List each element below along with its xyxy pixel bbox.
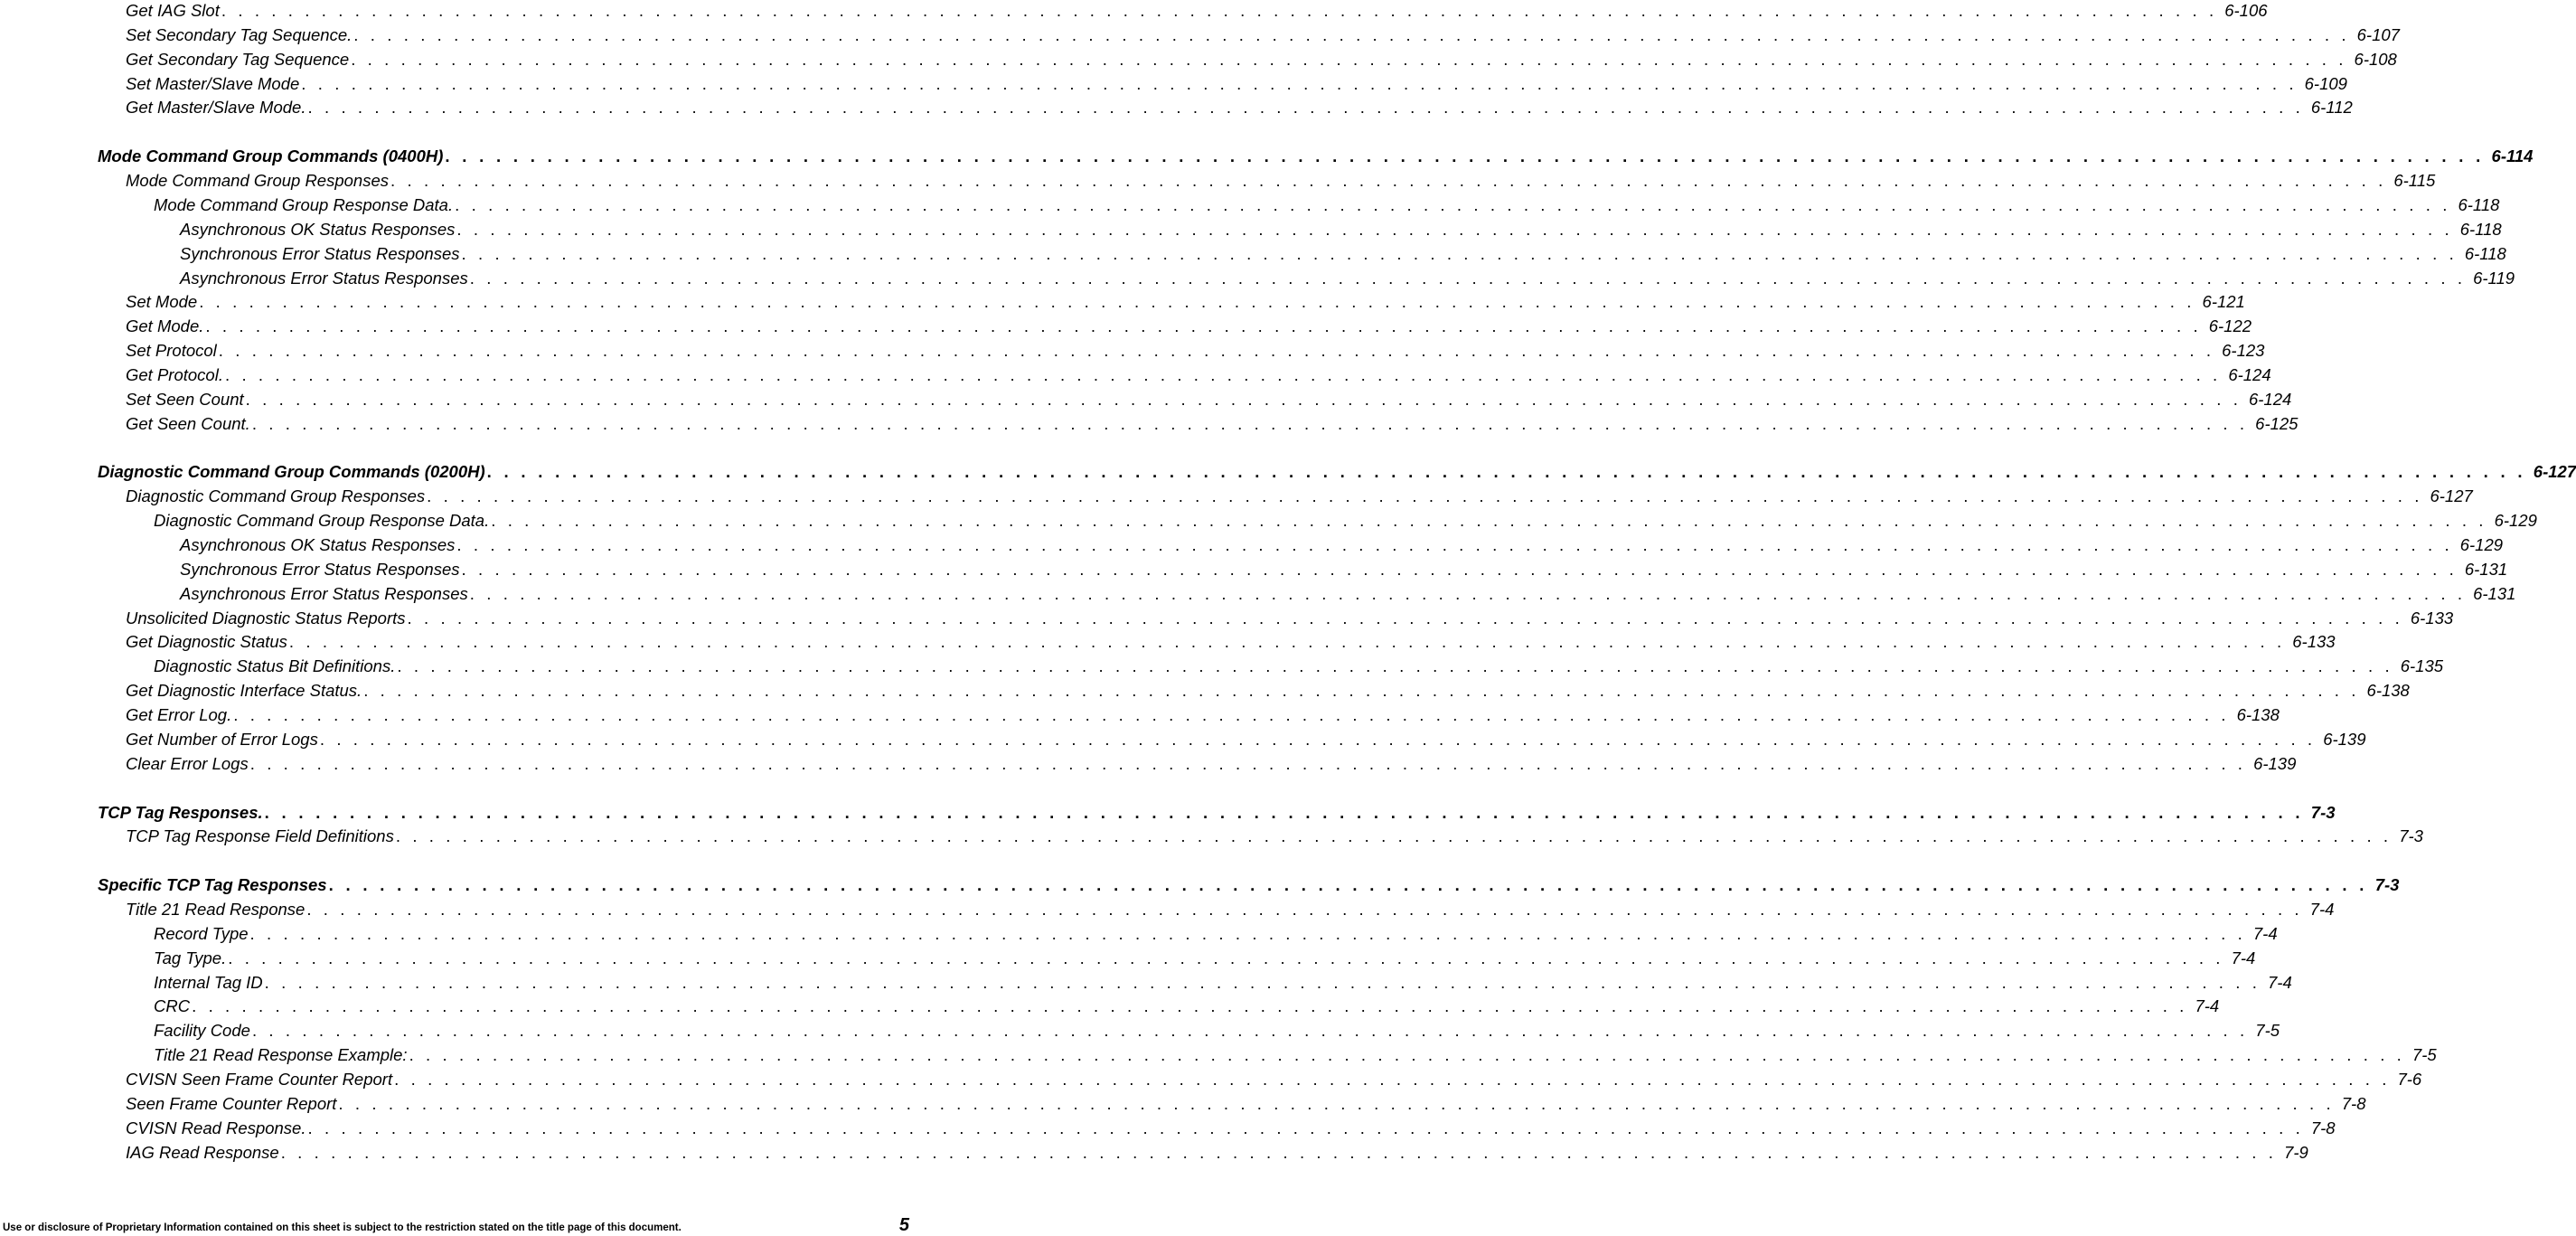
toc-entry <box>126 826 2423 846</box>
toc-entry <box>154 924 2278 944</box>
toc-entry <box>126 341 2265 361</box>
toc-entry <box>180 535 2504 555</box>
dot-leader: . . . . . . . . . . . . . . . . . . . . . . . . . . . . . . . . . . . . . . . . . . . . . . . . . . . . . . . . . . . . . . . . . . . . . . . . . . . . . . . . . . . . . . . . . . . . . . . . . . . . . . . . . . . . . . . . . . . . . . . . <box>390 171 2387 190</box>
toc-entry-page: 6-121 <box>2202 292 2245 311</box>
toc-entry-title: Synchronous Error Status Responses <box>180 244 460 263</box>
toc-entry-page: 6-133 <box>2292 632 2336 651</box>
toc-entry-page: 6-139 <box>2253 754 2297 773</box>
dot-leader: . . . . . . . . . . . . . . . . . . . . . . . . . . . . . . . . . . . . . . . . . . . . . . . . . . . . . . . . . . . . . . . . . . . . . . . . . . . . . . . . . . . . . . . . . . . . . . . . . . . . . . . . . . . . . . . . . . . . . . . . <box>280 1143 2278 1162</box>
dot-leader: . . . . . . . . . . . . . . . . . . . . . . . . . . . . . . . . . . . . . . . . . . . . . . . . . . . . . . . . . . . . . . . . . . . . . . . . . . . . . . . . . . . . . . . . . . . . . . . . . . . . . . . . . . . . . . . . . . . . . . . . <box>205 316 2202 335</box>
toc-entry-page: 7-4 <box>2309 900 2335 919</box>
toc-entry <box>180 220 2502 240</box>
page-footer <box>3 1215 909 1236</box>
dot-leader: . . . . . . . . . . . . . . . . . . . . . . . . . . . . . . . . . . . . . . . . . . . . . . . . . . . . . . . . . . . . . . . . . . . . . . . . . . . . . . . . . . . . . . . . . . . . . . . . . . . . . . . . . . . . . . . . . . . . . . . . <box>445 146 2485 165</box>
toc-entry-page: 6-133 <box>2410 609 2454 627</box>
dot-leader: . . . . . . . . . . . . . . . . . . . . . . . . . . . . . . . . . . . . . . . . . . . . . . . . . . . . . . . . . . . . . . . . . . . . . . . . . . . . . . . . . . . . . . . . . . . . . . . . . . . . . . . . . . . . . . . . . . . . . . . . <box>407 609 2403 627</box>
toc-entry-title: Asynchronous OK Status Responses <box>180 535 456 554</box>
dot-leader: . . . . . . . . . . . . . . . . . . . . . . . . . . . . . . . . . . . . . . . . . . . . . . . . . . . . . . . . . . . . . . . . . . . . . . . . . . . . . . . . . . . . . . . . . . . . . . . . . . . . . . . . . . . . . . . . . . . . . . . . <box>456 220 2453 239</box>
toc-entry-title: Get Secondary Tag Sequence <box>126 50 350 69</box>
toc-entry <box>126 754 2297 774</box>
toc-entry <box>126 1143 2308 1163</box>
page-number: 5 <box>898 1215 909 1235</box>
toc-entry-title: Tag Type. <box>154 948 227 967</box>
toc-entry <box>126 390 2292 410</box>
toc-entry-title: Clear Error Logs <box>126 754 249 773</box>
dot-leader: . . . . . . . . . . . . . . . . . . . . . . . . . . . . . . . . . . . . . . . . . . . . . . . . . . . . . . . . . . . . . . . . . . . . . . . . . . . . . . . . . . . . . . . . . . . . . . . . . . . . . . . . . . . . . . . . . . . . . . . . <box>395 826 2393 845</box>
toc-entry <box>154 973 2292 993</box>
toc-entry-title: Get Protocol. <box>126 365 223 384</box>
toc-entry <box>154 1021 2280 1041</box>
dot-leader: . . . . . . . . . . . . . . . . . . . . . . . . . . . . . . . . . . . . . . . . . . . . . . . . . . . . . . . . . . . . . . . . . . . . . . . . . . . . . . . . . . . . . . . . . . . . . . . . . . . . . . . . . . . . . . . . . . . . . . . . <box>251 414 2249 433</box>
dot-leader: . . . . . . . . . . . . . . . . . . . . . . . . . . . . . . . . . . . . . . . . . . . . . . . . . . . . . . . . . . . . . . . . . . . . . . . . . . . . . . . . . . . . . . . . . . . . . . . . . . . . . . . . . . . . . . . . . . . . . . . . <box>218 341 2215 360</box>
dot-leader: . . . . . . . . . . . . . . . . . . . . . . . . . . . . . . . . . . . . . . . . . . . . . . . . . . . . . . . . . . . . . . . . . . . . . . . . . . . . . . . . . . . . . . . . . . . . . . . . . . . . . . . . . . . . . . . . . . . . . . . . <box>338 1094 2335 1113</box>
toc-entry-page: 6-131 <box>2473 584 2516 603</box>
dot-leader: . . . . . . . . . . . . . . . . . . . . . . . . . . . . . . . . . . . . . . . . . . . . . . . . . . . . . . . . . . . . . . . . . . . . . . . . . . . . . . . . . . . . . . . . . . . . . . . . . . . . . . . . . . . . . . . . . . . . . . . . <box>469 584 2467 603</box>
toc-entry-title: Asynchronous OK Status Responses <box>180 220 456 239</box>
toc-entry <box>126 1094 2366 1114</box>
dot-leader: . . . . . . . . . . . . . . . . . . . . . . . . . . . . . . . . . . . . . . . . . . . . . . . . . . . . . . . . . . . . . . . . . . . . . . . . . . . . . . . . . . . . . . . . . . . . . . . . . . . . . . . . . . . . . . . . . . . . . . . . <box>288 632 2286 651</box>
dot-leader: . . . . . . . . . . . . . . . . . . . . . . . . . . . . . . . . . . . . . . . . . . . . . . . . . . . . . . . . . . . . . . . . . . . . . . . . . . . . . . . . . . . . . . . . . . . . . . . . . . . . . . . . . . . . . . . . . . . . . . . . <box>486 462 2526 481</box>
toc-entry-title: Title 21 Read Response <box>126 900 306 919</box>
toc-entry <box>180 244 2506 264</box>
dot-leader: . . . . . . . . . . . . . . . . . . . . . . . . . . . . . . . . . . . . . . . . . . . . . . . . . . . . . . . . . . . . . . . . . . . . . . . . . . . . . . . . . . . . . . . . . . . . . . . . . . . . . . . . . . . . . . . . . . . . . . . . <box>461 244 2458 263</box>
toc-entry <box>126 171 2436 191</box>
toc-entry-title: Mode Command Group Responses <box>126 171 390 190</box>
toc-entry <box>126 98 2353 118</box>
toc-entry-page: 6-107 <box>2356 25 2400 44</box>
toc-entry <box>180 584 2516 604</box>
dot-leader: . . . . . . . . . . . . . . . . . . . . . . . . . . . . . . . . . . . . . . . . . . . . . . . . . . . . . . . . . . . . . . . . . . . . . . . . . . . . . . . . . . . . . . . . . . . . . . . . . . . . . . . . . . . . . . . . . . . . . . . . <box>363 681 2360 700</box>
dot-leader: . . . . . . . . . . . . . . . . . . . . . . . . . . . . . . . . . . . . . . . . . . . . . . . . . . . . . . . . . . . . . . . . . . . . . . . . . . . . . . . . . . . . . . . . . . . . . . . . . . . . . . . . . . . . . . . . . . . . . . . . <box>319 730 2317 749</box>
toc-entry-page: 6-118 <box>2464 244 2506 263</box>
toc-entry <box>154 656 2444 676</box>
toc-entry <box>154 511 2537 531</box>
toc-entry-title: Diagnostic Status Bit Definitions. <box>154 656 396 675</box>
toc-entry <box>126 292 2245 312</box>
toc-entry <box>154 996 2220 1016</box>
toc-entry <box>126 609 2454 628</box>
dot-leader: . . . . . . . . . . . . . . . . . . . . . . . . . . . . . . . . . . . . . . . . . . . . . . . . . . . . . . . . . . . . . . . . . . . . . . . . . . . . . . . . . . . . . . . . . . . . . . . . . . . . . . . . . . . . . . . . . . . . . . . . <box>307 98 2304 117</box>
dot-leader: . . . . . . . . . . . . . . . . . . . . . . . . . . . . . . . . . . . . . . . . . . . . . . . . . . . . . . . . . . . . . . . . . . . . . . . . . . . . . . . . . . . . . . . . . . . . . . . . . . . . . . . . . . . . . . . . . . . . . . . . <box>409 1045 2405 1064</box>
toc-entry-page: 6-108 <box>2354 50 2397 69</box>
dot-leader: . . . . . . . . . . . . . . . . . . . . . . . . . . . . . . . . . . . . . . . . . . . . . . . . . . . . . . . . . . . . . . . . . . . . . . . . . . . . . . . . . . . . . . . . . . . . . . . . . . . . . . . . . . . . . . . . . . . . . . . . <box>427 486 2423 505</box>
dot-leader: . . . . . . . . . . . . . . . . . . . . . . . . . . . . . . . . . . . . . . . . . . . . . . . . . . . . . . . . . . . . . . . . . . . . . . . . . . . . . . . . . . . . . . . . . . . . . . . . . . . . . . . . . . . . . . . . . . . . . . . . <box>224 365 2222 384</box>
toc-entry-title: Mode Command Group Response Data. <box>154 195 454 214</box>
toc-entry <box>126 730 2366 750</box>
toc-entry-page: 6-129 <box>2459 535 2504 554</box>
toc-entry-title: Synchronous Error Status Responses <box>180 560 460 579</box>
toc-entry-page: 6-118 <box>2459 220 2502 239</box>
dot-leader: . . . . . . . . . . . . . . . . . . . . . . . . . . . . . . . . . . . . . . . . . . . . . . . . . . . . . . . . . . . . . . . . . . . . . . . . . . . . . . . . . . . . . . . . . . . . . . . . . . . . . . . . . . . . . . . . . . . . . . . . <box>351 50 2347 69</box>
toc-entry-title: Get Mode. <box>126 316 204 335</box>
toc-entry-page: 7-9 <box>2284 1143 2308 1162</box>
dot-leader: . . . . . . . . . . . . . . . . . . . . . . . . . . . . . . . . . . . . . . . . . . . . . . . . . . . . . . . . . . . . . . . . . . . . . . . . . . . . . . . . . . . . . . . . . . . . . . . . . . . . . . . . . . . . . . . . . . . . . . . . <box>306 900 2303 919</box>
toc-entry-title: Asynchronous Error Status Responses <box>180 584 468 603</box>
toc-entry-title: TCP Tag Response Field Definitions <box>126 826 394 845</box>
toc-entry-page: 6-109 <box>2304 74 2347 93</box>
dot-leader: . . . . . . . . . . . . . . . . . . . . . . . . . . . . . . . . . . . . . . . . . . . . . . . . . . . . . . . . . . . . . . . . . . . . . . . . . . . . . . . . . . . . . . . . . . . . . . . . . . . . . . . . . . . . . . . . . . . . . . . . <box>249 754 2247 773</box>
toc-entry-title: Get Diagnostic Status <box>126 632 287 651</box>
toc-entry <box>126 74 2347 94</box>
toc-entry-title: Set Master/Slave Mode <box>126 74 300 93</box>
toc-entry-title: Get Number of Error Logs <box>126 730 318 749</box>
toc-entry-page: 7-5 <box>2411 1045 2437 1064</box>
toc-entry-title: Diagnostic Command Group Responses <box>126 486 426 505</box>
toc-entry <box>154 195 2500 215</box>
toc-entry <box>126 1070 2422 1090</box>
toc-entry-page: 6-124 <box>2248 390 2292 409</box>
toc-entry-title: Get Master/Slave Mode. <box>126 98 306 117</box>
toc-entry <box>126 486 2473 506</box>
toc-entry-page: 6-135 <box>2400 656 2444 675</box>
toc-entry-page: 6-124 <box>2228 365 2271 384</box>
toc-entry-title: Facility Code <box>154 1021 250 1040</box>
dot-leader: . . . . . . . . . . . . . . . . . . . . . . . . . . . . . . . . . . . . . . . . . . . . . . . . . . . . . . . . . . . . . . . . . . . . . . . . . . . . . . . . . . . . . . . . . . . . . . . . . . . . . . . . . . . . . . . . . . . . . . . . <box>307 1118 2304 1137</box>
toc-entry <box>154 948 2256 968</box>
toc-entry <box>126 900 2335 920</box>
toc-section <box>98 146 2534 166</box>
toc-entry <box>126 681 2410 701</box>
toc-entry <box>126 414 2299 434</box>
toc-entry-title: Get IAG Slot <box>126 1 220 20</box>
toc-entry-page: 6-123 <box>2222 341 2265 360</box>
dot-leader: . . . . . . . . . . . . . . . . . . . . . . . . . . . . . . . . . . . . . . . . . . . . . . . . . . . . . . . . . . . . . . . . . . . . . . . . . . . . . . . . . . . . . . . . . . . . . . . . . . . . . . . . . . . . . . . . . . . . . . . . <box>353 25 2350 44</box>
toc-entry-title: Set Secondary Tag Sequence. <box>126 25 353 44</box>
toc-entry-title: Get Diagnostic Interface Status. <box>126 681 362 700</box>
toc-entry <box>126 632 2336 652</box>
toc-entry-title: Asynchronous Error Status Responses <box>180 269 468 288</box>
dot-leader: . . . . . . . . . . . . . . . . . . . . . . . . . . . . . . . . . . . . . . . . . . . . . . . . . . . . . . . . . . . . . . . . . . . . . . . . . . . . . . . . . . . . . . . . . . . . . . . . . . . . . . . . . . . . . . . . . . . . . . . . <box>199 292 2195 311</box>
dot-leader: . . . . . . . . . . . . . . . . . . . . . . . . . . . . . . . . . . . . . . . . . . . . . . . . . . . . . . . . . . . . . . . . . . . . . . . . . . . . . . . . . . . . . . . . . . . . . . . . . . . . . . . . . . . . . . . . . . . . . . . . <box>397 656 2393 675</box>
toc-entry-title: Seen Frame Counter Report <box>126 1094 337 1113</box>
dot-leader: . . . . . . . . . . . . . . . . . . . . . . . . . . . . . . . . . . . . . . . . . . . . . . . . . . . . . . . . . . . . . . . . . . . . . . . . . . . . . . . . . . . . . . . . . . . . . . . . . . . . . . . . . . . . . . . . . . . . . . . . <box>328 875 2368 894</box>
toc-entry-page: 7-8 <box>2341 1094 2366 1113</box>
dot-leader: . . . . . . . . . . . . . . . . . . . . . . . . . . . . . . . . . . . . . . . . . . . . . . . . . . . . . . . . . . . . . . . . . . . . . . . . . . . . . . . . . . . . . . . . . . . . . . . . . . . . . . . . . . . . . . . . . . . . . . . . <box>301 74 2298 93</box>
toc-entry-page: 6-127 <box>2430 486 2473 505</box>
toc-entry-page: 6-118 <box>2458 195 2500 214</box>
dot-leader: . . . . . . . . . . . . . . . . . . . . . . . . . . . . . . . . . . . . . . . . . . . . . . . . . . . . . . . . . . . . . . . . . . . . . . . . . . . . . . . . . . . . . . . . . . . . . . . . . . . . . . . . . . . . . . . . . . . . . . . . <box>192 996 2188 1015</box>
toc-entry-page: 7-4 <box>2268 973 2292 992</box>
toc-entry-page: 6-106 <box>2224 1 2268 20</box>
dot-leader: . . . . . . . . . . . . . . . . . . . . . . . . . . . . . . . . . . . . . . . . . . . . . . . . . . . . . . . . . . . . . . . . . . . . . . . . . . . . . . . . . . . . . . . . . . . . . . . . . . . . . . . . . . . . . . . . . . . . . . . . <box>249 924 2246 943</box>
dot-leader: . . . . . . . . . . . . . . . . . . . . . . . . . . . . . . . . . . . . . . . . . . . . . . . . . . . . . . . . . . . . . . . . . . . . . . . . . . . . . . . . . . . . . . . . . . . . . . . . . . . . . . . . . . . . . . . . . . . . . . . . <box>461 560 2458 579</box>
toc-entry <box>126 1 2268 21</box>
toc-entry <box>180 560 2508 580</box>
toc-entry-title: Set Protocol <box>126 341 217 360</box>
toc-entry-page: 6-139 <box>2323 730 2366 749</box>
toc-entry-title: Diagnostic Command Group Commands (0200H) <box>98 462 485 481</box>
toc-section <box>98 875 2400 895</box>
toc-entry <box>154 1045 2437 1065</box>
toc-entry-title: TCP Tag Responses. <box>98 803 263 822</box>
toc-entry-title: Specific TCP Tag Responses <box>98 875 327 894</box>
toc-entry-page: 6-115 <box>2393 171 2436 190</box>
toc-entry-page: 7-3 <box>2399 826 2423 845</box>
toc-entry <box>126 25 2400 45</box>
toc-entry <box>126 365 2271 385</box>
toc-entry-page: 7-4 <box>2252 924 2278 943</box>
dot-leader: . . . . . . . . . . . . . . . . . . . . . . . . . . . . . . . . . . . . . . . . . . . . . . . . . . . . . . . . . . . . . . . . . . . . . . . . . . . . . . . . . . . . . . . . . . . . . . . . . . . . . . . . . . . . . . . . . . . . . . . . <box>228 948 2224 967</box>
toc-entry <box>180 269 2515 288</box>
toc-entry-title: Mode Command Group Commands (0400H) <box>98 146 444 165</box>
toc-entry-page: 7-4 <box>2231 948 2256 967</box>
toc-entry-page: 7-3 <box>2310 803 2336 822</box>
toc-entry-title: Internal Tag ID <box>154 973 263 992</box>
toc-entry <box>126 316 2252 336</box>
dot-leader: . . . . . . . . . . . . . . . . . . . . . . . . . . . . . . . . . . . . . . . . . . . . . . . . . . . . . . . . . . . . . . . . . . . . . . . . . . . . . . . . . . . . . . . . . . . . . . . . . . . . . . . . . . . . . . . . . . . . . . . . <box>469 269 2467 288</box>
toc-entry-title: CVISN Seen Frame Counter Report <box>126 1070 393 1089</box>
toc-entry <box>126 705 2280 725</box>
toc-entry-page: 6-138 <box>2366 681 2410 700</box>
dot-leader: . . . . . . . . . . . . . . . . . . . . . . . . . . . . . . . . . . . . . . . . . . . . . . . . . . . . . . . . . . . . . . . . . . . . . . . . . . . . . . . . . . . . . . . . . . . . . . . . . . . . . . . . . . . . . . . . . . . . . . . . <box>264 803 2304 822</box>
dot-leader: . . . . . . . . . . . . . . . . . . . . . . . . . . . . . . . . . . . . . . . . . . . . . . . . . . . . . . . . . . . . . . . . . . . . . . . . . . . . . . . . . . . . . . . . . . . . . . . . . . . . . . . . . . . . . . . . . . . . . . . . <box>264 973 2261 992</box>
toc-entry <box>126 50 2397 70</box>
toc-entry-page: 7-5 <box>2255 1021 2280 1040</box>
toc-entry-title: Get Seen Count. <box>126 414 250 433</box>
toc-entry-title: Set Seen Count <box>126 390 244 409</box>
toc-entry-page: 7-8 <box>2310 1118 2336 1137</box>
toc-entry-title: IAG Read Response <box>126 1143 279 1162</box>
toc-entry-page: 7-6 <box>2397 1070 2422 1089</box>
dot-leader: . . . . . . . . . . . . . . . . . . . . . . . . . . . . . . . . . . . . . . . . . . . . . . . . . . . . . . . . . . . . . . . . . . . . . . . . . . . . . . . . . . . . . . . . . . . . . . . . . . . . . . . . . . . . . . . . . . . . . . . . <box>251 1021 2249 1040</box>
toc-entry-title: Title 21 Read Response Example: <box>154 1045 408 1064</box>
toc-entry-title: Get Error Log. <box>126 705 232 724</box>
dot-leader: . . . . . . . . . . . . . . . . . . . . . . . . . . . . . . . . . . . . . . . . . . . . . . . . . . . . . . . . . . . . . . . . . . . . . . . . . . . . . . . . . . . . . . . . . . . . . . . . . . . . . . . . . . . . . . . . . . . . . . . . <box>394 1070 2391 1089</box>
dot-leader: . . . . . . . . . . . . . . . . . . . . . . . . . . . . . . . . . . . . . . . . . . . . . . . . . . . . . . . . . . . . . . . . . . . . . . . . . . . . . . . . . . . . . . . . . . . . . . . . . . . . . . . . . . . . . . . . . . . . . . . . <box>245 390 2242 409</box>
toc-entry-page: 6-114 <box>2491 146 2534 165</box>
toc-entry-page: 6-122 <box>2208 316 2252 335</box>
toc-entry-page: 7-4 <box>2195 996 2220 1015</box>
dot-leader: . . . . . . . . . . . . . . . . . . . . . . . . . . . . . . . . . . . . . . . . . . . . . . . . . . . . . . . . . . . . . . . . . . . . . . . . . . . . . . . . . . . . . . . . . . . . . . . . . . . . . . . . . . . . . . . . . . . . . . . . <box>233 705 2230 724</box>
toc-entry-title: Record Type <box>154 924 249 943</box>
toc-entry-page: 6-129 <box>2494 511 2537 530</box>
dot-leader: . . . . . . . . . . . . . . . . . . . . . . . . . . . . . . . . . . . . . . . . . . . . . . . . . . . . . . . . . . . . . . . . . . . . . . . . . . . . . . . . . . . . . . . . . . . . . . . . . . . . . . . . . . . . . . . . . . . . . . . . <box>455 195 2451 214</box>
dot-leader: . . . . . . . . . . . . . . . . . . . . . . . . . . . . . . . . . . . . . . . . . . . . . . . . . . . . . . . . . . . . . . . . . . . . . . . . . . . . . . . . . . . . . . . . . . . . . . . . . . . . . . . . . . . . . . . . . . . . . . . . <box>456 535 2453 554</box>
toc-entry <box>126 1118 2336 1138</box>
toc-entry-title: CRC <box>154 996 191 1015</box>
toc-entry-page: 6-138 <box>2236 705 2280 724</box>
toc-entry-title: CVISN Read Response. <box>126 1118 306 1137</box>
dot-leader: . . . . . . . . . . . . . . . . . . . . . . . . . . . . . . . . . . . . . . . . . . . . . . . . . . . . . . . . . . . . . . . . . . . . . . . . . . . . . . . . . . . . . . . . . . . . . . . . . . . . . . . . . . . . . . . . . . . . . . . . <box>221 1 2218 20</box>
toc-entry-page: 6-112 <box>2310 98 2353 117</box>
toc-section <box>98 803 2336 823</box>
toc-entry-page: 6-127 <box>2533 462 2576 481</box>
toc-section <box>98 462 2576 482</box>
toc-entry-page: 6-125 <box>2255 414 2299 433</box>
toc-entry-title: Set Mode <box>126 292 198 311</box>
toc-entry-title: Diagnostic Command Group Response Data. <box>154 511 490 530</box>
toc-entry-page: 6-119 <box>2473 269 2515 288</box>
proprietary-notice: Use or disclosure of Proprietary Information contained on this sheet is subject to the restriction stated on the title page of this document. <box>3 1222 682 1233</box>
toc-entry-page: 6-131 <box>2464 560 2508 579</box>
toc-entry-page: 7-3 <box>2374 875 2400 894</box>
dot-leader: . . . . . . . . . . . . . . . . . . . . . . . . . . . . . . . . . . . . . . . . . . . . . . . . . . . . . . . . . . . . . . . . . . . . . . . . . . . . . . . . . . . . . . . . . . . . . . . . . . . . . . . . . . . . . . . . . . . . . . . . <box>491 511 2487 530</box>
toc-entry-title: Unsolicited Diagnostic Status Reports <box>126 609 406 627</box>
